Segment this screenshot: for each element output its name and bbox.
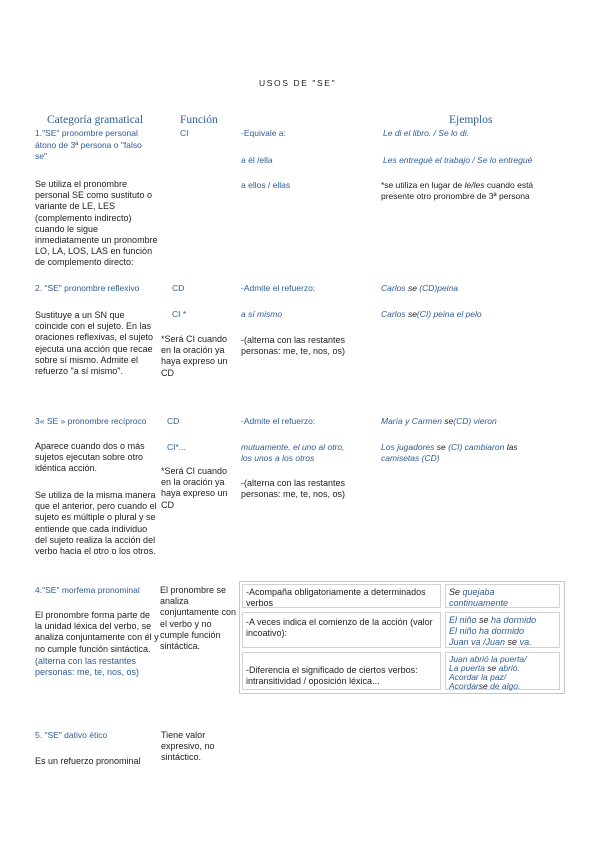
section-2-alterna: -(alterna con las restantes personas: me, te, nos, os) [241, 335, 346, 357]
section-1-note: *se utiliza en lugar de le/les cuando está presente otro pronombre de 3ª persona [381, 180, 534, 201]
section-3-refuerzo: mutuamente, el uno al otro, los unos a los otros [241, 442, 345, 463]
nested-row-1-desc: -Acompaña obligatoriamente a determinados verbos [242, 584, 441, 608]
nested-row-3-desc: -Diferencia el significado de ciertos verbos: intransitividad / oposición léxica... [242, 652, 441, 690]
section-1-function: CI [180, 128, 189, 138]
nested-row-2-desc: -A veces indica el comienzo de la acción (valor incoativo): [242, 612, 441, 648]
section-3-example-2: Los jugadores se (CI) cambiaron las camisetas (CD) [381, 442, 518, 463]
section-4-category: 4."SE" morfema pronominal [35, 585, 140, 595]
section-4-function: El pronombre se analiza conjuntamente con el verbo y no cumple función sintáctica. [160, 585, 237, 652]
section-3-description-1: Aparece cuando dos o más sujetos ejecutan sobre otro idéntica acción. [35, 441, 145, 474]
header-ejemplos: Ejemplos [449, 114, 493, 126]
section-2-admite: -Admite el refuerzo: [241, 283, 316, 293]
section-1-a-el: a él /ella [241, 155, 273, 165]
section-1-example-1: Le di el libro. / Se lo di. [383, 128, 469, 138]
nested-row-2-example: El niño se ha dormido El niño ha dormido Juan va /Juan se va. [445, 612, 560, 648]
section-2-description: Sustituye a un SN que coincide con el sujeto. En las oraciones reflexivas, el sujeto ejecuta una acción que recae sobre sí mismo. Admite el refuerzo "a sí mismo". [35, 310, 154, 377]
section-3-category: 3« SE » pronombre recíproco [35, 416, 147, 426]
section-2-example-1: Carlos se (CD)peina [381, 283, 459, 293]
section-2-category: 2. "SE" pronombre reflexivo [35, 283, 140, 293]
section-4-alterna: (alterna con las restantes personas: me, te, nos, os) [35, 656, 140, 678]
section-1-example-2: Les entregué el trabajo / Se lo entregué [383, 155, 533, 165]
section-2-function-ci: CI * [172, 309, 187, 319]
section-3-note: *Será CI cuando en la oración ya haya expreso un CD [161, 466, 228, 510]
nested-row-1-example: Se quejaba continuamente [445, 584, 560, 608]
section-3-description-2: Se utiliza de la misma manera que el anterior, pero cuando el sujeto es múltiple o plural y se entiende que cada individuo del sujeto realiza la acción del verbo hacia el otro o los otros. [35, 490, 157, 557]
section-2-refuerzo: a sí mismo [241, 309, 283, 319]
page-title: USOS DE "SE" [259, 78, 337, 88]
section-2-note: *Será CI cuando en la oración ya haya expreso un CD [161, 334, 228, 378]
section-4-nested-table [239, 581, 565, 694]
section-5-description: Es un refuerzo pronominal [35, 756, 141, 766]
header-categoria: Categoría gramatical [47, 114, 144, 126]
section-3-admite: -Admite el refuerzo: [241, 416, 316, 426]
section-3-example-1: María y Carmen se(CD) vieron [381, 416, 497, 426]
section-1-a-ellos: a ellos / ellas [241, 180, 291, 190]
section-5-function: Tiene valor expresivo, no sintáctico. [161, 730, 215, 763]
section-3-function-cd: CD [167, 416, 180, 426]
section-3-alterna: -(alterna con las restantes personas: me, te, nos, os) [241, 478, 346, 500]
section-1-equivale: -Equivale a: [241, 128, 286, 138]
section-1-description: Se utiliza el pronombre personal SE como sustituto o variante de LE, LES (complemento indirecto) cuando le sigue inmediatamente un pronombre LO, LA, LOS, LAS en función de complemento directo: [35, 179, 158, 268]
section-2-function-cd: CD [172, 283, 185, 293]
nested-row-3-example: Juan abrió la puerta/ La puerta se abrió. Acordar la paz/ Acordarse de algo. [445, 652, 560, 690]
section-3-function-ci: CI*... [167, 442, 186, 452]
section-2-example-2: Carlos se(CI) peina el pelo [381, 309, 482, 319]
section-5-category: 5. "SE" dativo ético [35, 730, 108, 740]
header-funcion: Función [180, 114, 218, 126]
section-1-category: 1."SE" pronombre personal átono de 3ª persona o "falso se" [35, 128, 142, 161]
section-4-description: El pronombre forma parte de la unidad léxica del verbo, se analiza conjuntamente con él y no cumple función sintáctica. [35, 610, 159, 654]
